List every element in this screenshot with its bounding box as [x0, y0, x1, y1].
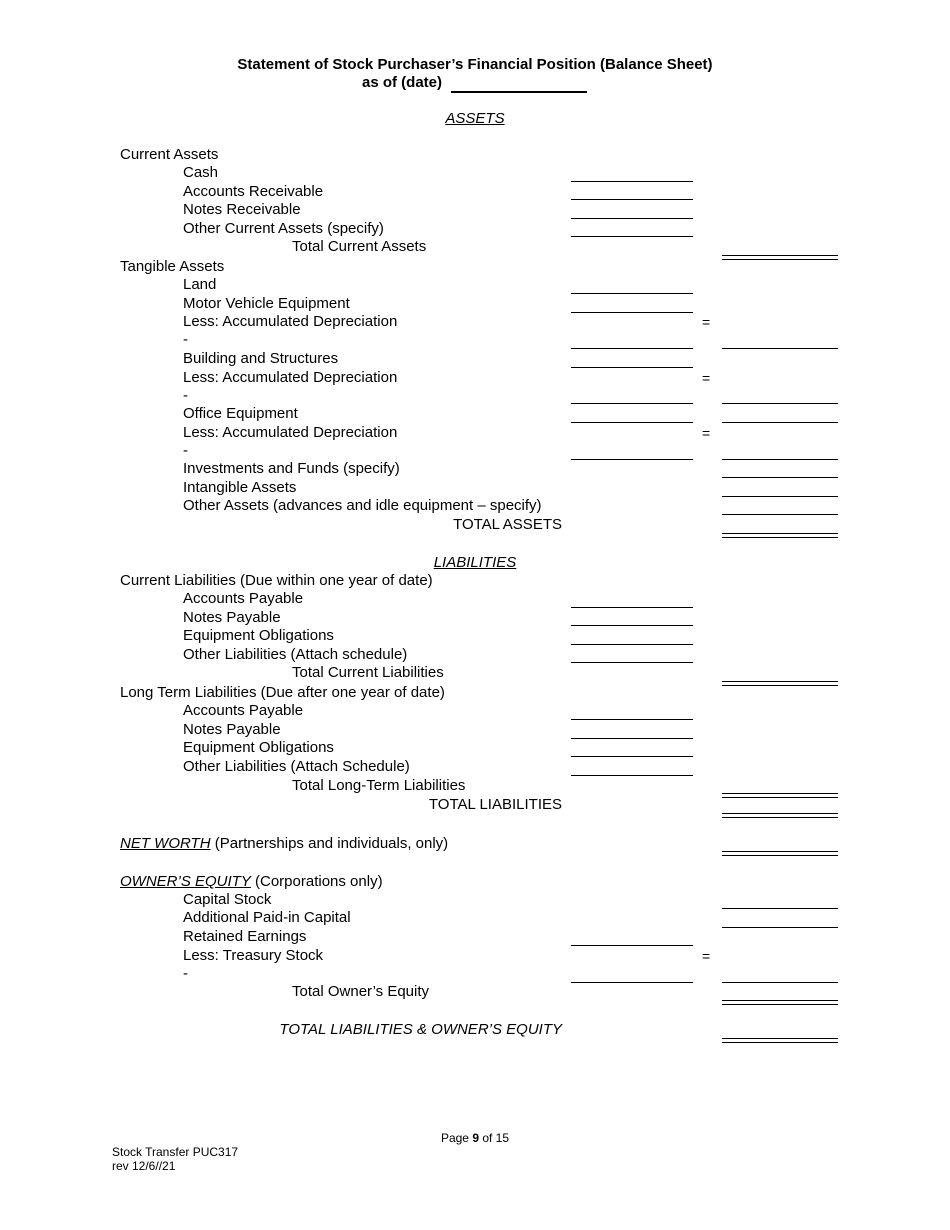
owners-equity-label	[120, 873, 383, 890]
accounts-receivable-label: Accounts Receivable	[183, 183, 324, 200]
motor-vehicle-depreciation-label: Less: Accumulated Depreciation	[183, 313, 398, 330]
total-liabilities-label: TOTAL LIABILITIES	[428, 796, 562, 813]
current-assets-label: Current Assets	[120, 146, 219, 163]
lt-equipment-obligations-label: Equipment Obligations	[183, 739, 334, 756]
equals-sign: =	[702, 314, 711, 330]
investments-field[interactable]	[722, 477, 838, 478]
total-owners-equity-label: Total Owner’s Equity	[292, 983, 430, 1000]
total-current-assets-label: Total Current Assets	[292, 238, 427, 255]
notes-receivable-field[interactable]	[571, 218, 693, 219]
equals-sign: =	[702, 948, 711, 964]
other-assets-label: Other Assets (advances and idle equipment – specify)	[183, 497, 542, 514]
notes-payable-label: Notes Payable	[183, 609, 281, 626]
building-field[interactable]	[571, 367, 693, 368]
total-liabilities-equity-field[interactable]	[722, 1038, 838, 1043]
assets-heading: ASSETS	[445, 110, 505, 127]
other-current-assets-field[interactable]	[571, 236, 693, 237]
total-long-term-liabilities-label: Total Long-Term Liabilities	[292, 777, 466, 794]
equipment-obligations-label: Equipment Obligations	[183, 627, 334, 644]
page-suffix: of 15	[479, 1131, 510, 1145]
land-label: Land	[183, 276, 217, 293]
accounts-receivable-field[interactable]	[571, 199, 693, 200]
tangible-assets-label: Tangible Assets	[120, 258, 225, 275]
other-current-assets-label: Other Current Assets (specify)	[183, 220, 384, 237]
lt-other-liabilities-field[interactable]	[571, 775, 693, 776]
dash: -	[183, 442, 188, 459]
total-current-liabilities-label: Total Current Liabilities	[292, 664, 444, 681]
intangible-label: Intangible Assets	[183, 479, 297, 496]
page-number	[0, 1131, 950, 1145]
net-worth-heading: NET WORTH	[120, 835, 211, 852]
revision-date: rev 12/6//21	[112, 1159, 176, 1173]
dash: -	[183, 387, 188, 404]
page-prefix: Page	[440, 1131, 473, 1145]
equals-sign: =	[702, 425, 711, 441]
total-assets-field[interactable]	[722, 533, 838, 538]
building-net-field[interactable]	[722, 403, 838, 404]
cash-label: Cash	[183, 164, 219, 181]
lt-equipment-obligations-field[interactable]	[571, 756, 693, 757]
as-of-date-field[interactable]	[451, 91, 587, 93]
current-liabilities-label: Current Liabilities (Due within one year of date)	[120, 572, 433, 589]
total-assets-label: TOTAL ASSETS	[453, 516, 562, 533]
lt-notes-payable-label: Notes Payable	[183, 721, 281, 738]
treasury-stock-label: Less: Treasury Stock	[183, 947, 324, 964]
page-title: Statement of Stock Purchaser’s Financial Position (Balance Sheet)	[237, 56, 713, 73]
other-liabilities-label: Other Liabilities (Attach schedule)	[183, 646, 408, 663]
net-worth-field[interactable]	[722, 851, 838, 856]
motor-vehicle-depreciation-field[interactable]	[571, 348, 693, 349]
office-equipment-right-field[interactable]	[722, 422, 838, 423]
as-of-date-label: as of (date)	[362, 74, 443, 91]
owners-equity-heading: OWNER’S EQUITY	[120, 873, 251, 890]
net-worth-label	[120, 835, 448, 852]
page-current: 9	[472, 1131, 479, 1145]
paid-in-capital-label: Additional Paid-in Capital	[183, 909, 351, 926]
motor-vehicle-label: Motor Vehicle Equipment	[183, 295, 350, 312]
retained-earnings-field[interactable]	[571, 945, 693, 946]
capital-stock-label: Capital Stock	[183, 891, 272, 908]
cash-field[interactable]	[571, 181, 693, 182]
notes-payable-field[interactable]	[571, 625, 693, 626]
liabilities-heading: LIABILITIES	[433, 554, 517, 571]
dash: -	[183, 965, 188, 982]
other-assets-field[interactable]	[722, 514, 838, 515]
lt-accounts-payable-label: Accounts Payable	[183, 702, 304, 719]
lt-other-liabilities-label: Other Liabilities (Attach Schedule)	[183, 758, 410, 775]
total-liabilities-field[interactable]	[722, 813, 838, 818]
land-field[interactable]	[571, 293, 693, 294]
form-id: Stock Transfer PUC317	[112, 1145, 239, 1159]
lt-accounts-payable-field[interactable]	[571, 719, 693, 720]
office-equipment-field[interactable]	[571, 422, 693, 423]
accounts-payable-field[interactable]	[571, 607, 693, 608]
building-label: Building and Structures	[183, 350, 339, 367]
other-liabilities-field[interactable]	[571, 662, 693, 663]
equipment-obligations-field[interactable]	[571, 644, 693, 645]
notes-receivable-label: Notes Receivable	[183, 201, 301, 218]
net-worth-note: (Partnerships and individuals, only)	[210, 835, 449, 852]
long-term-liabilities-label: Long Term Liabilities (Due after one year of date)	[120, 684, 445, 701]
total-liabilities-equity-label: TOTAL LIABILITIES & OWNER’S EQUITY	[279, 1021, 562, 1038]
dash: -	[183, 331, 188, 348]
owners-equity-note: (Corporations only)	[250, 873, 383, 890]
office-equipment-depreciation-label: Less: Accumulated Depreciation	[183, 424, 398, 441]
retained-earnings-label: Retained Earnings	[183, 928, 307, 945]
motor-vehicle-net-field[interactable]	[722, 348, 838, 349]
accounts-payable-label: Accounts Payable	[183, 590, 304, 607]
building-depreciation-label: Less: Accumulated Depreciation	[183, 369, 398, 386]
building-depreciation-field[interactable]	[571, 403, 693, 404]
equals-sign: =	[702, 370, 711, 386]
office-equipment-label: Office Equipment	[183, 405, 298, 422]
total-owners-equity-field[interactable]	[722, 1000, 838, 1005]
investments-label: Investments and Funds (specify)	[183, 460, 400, 477]
